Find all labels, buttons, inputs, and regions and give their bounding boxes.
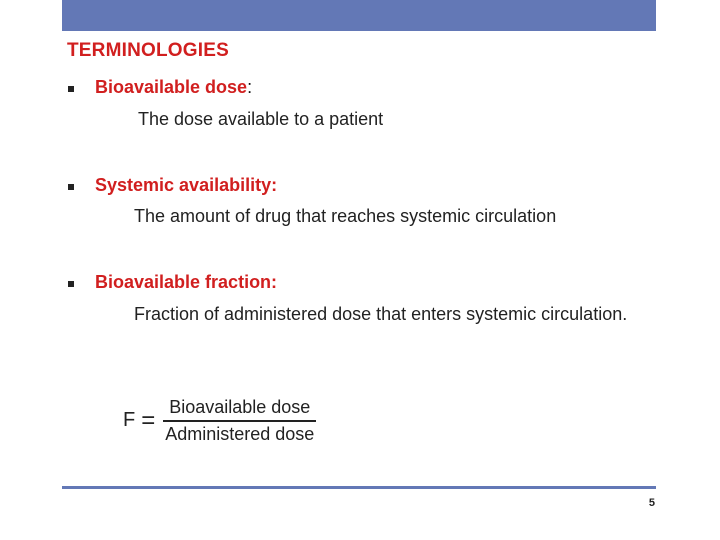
- footer-divider: [62, 486, 656, 489]
- header-band: [62, 0, 656, 31]
- bullet-icon: [68, 281, 74, 287]
- formula-denominator: Administered dose: [165, 423, 315, 444]
- bioavailability-formula: [123, 397, 316, 445]
- definition-bioavailable-dose: The dose available to a patient: [138, 109, 384, 129]
- term-label: Bioavailable dose: [95, 77, 248, 97]
- term-bioavailable-fraction: Bioavailable fraction:: [95, 272, 278, 292]
- page-number: 5: [648, 497, 655, 509]
- formula-fraction: [163, 397, 316, 445]
- formula-numerator: Bioavailable dose: [169, 397, 311, 417]
- term-systemic-availability: Systemic availability:: [95, 175, 278, 195]
- formula-lhs: F: [123, 409, 136, 432]
- bullet-icon: [68, 86, 74, 92]
- term-bioavailable-dose: [95, 77, 252, 98]
- definition-systemic-availability: The amount of drug that reaches systemic circulation: [134, 206, 557, 226]
- formula-equals: =: [141, 406, 156, 434]
- term-colon: :: [247, 77, 253, 97]
- bullet-icon: [68, 184, 74, 190]
- slide-title: TERMINOLOGIES: [67, 40, 229, 61]
- definition-bioavailable-fraction: Fraction of administered dose that enters systemic circulation.: [134, 304, 628, 324]
